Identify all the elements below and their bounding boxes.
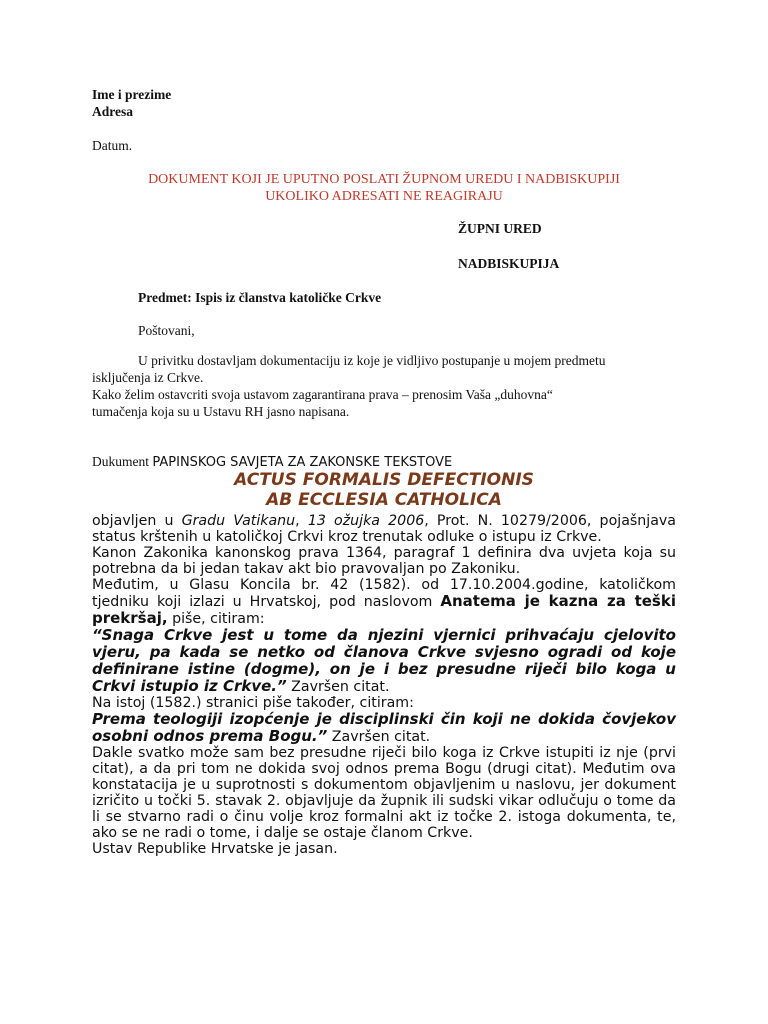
sender-address: Adresa [92,104,134,119]
intro-p1-line1: U privitku dostavljam dokumentaciju iz koje je vidljivo postupanje u mojem predmetu [138,353,606,368]
greeting: Poštovani, [138,323,195,338]
intro-p2-line1: Kako želim ostavcriti svoja ustavom zagarantirana prava – prenosim Vaša „duhovna“ [92,387,553,402]
sender-name: Ime i prezime [92,87,172,102]
subject-line: Predmet: Ispis iz članstva katoličke Crkve [138,290,382,305]
body-text [92,513,676,857]
title-line-2: UKOLIKO ADRESATI NE REAGIRAJU [265,189,503,204]
body-paragraph-4: Na istoj (1582.) stranici piše također, citiram: [92,695,414,711]
body-quote-1 [92,627,676,695]
body-paragraph-3 [92,577,676,627]
body-paragraph-2: Kanon Zakonika kanonskog prava 1364, paragraf 1 definira dva uvjeta koja su potrebna da bi jedan takav akt bio pravovaljan po Zakoniku. [92,545,676,577]
p3-article-title: Anatema je kazna za teški prekršaj, [92,592,676,627]
title-line-1: DOKUMENT KOJI JE UPUTNO POSLATI ŽUPNOM UREDU I NADBISKUPIJI [148,172,620,187]
p1-city: Gradu Vatikanu [181,513,296,529]
quote-2-text: Prema teologiji izopćenje je disciplinski čin koji ne dokida čovjekov osobni odnos prema Bogu.” [92,710,676,745]
date-line: Datum. [92,138,133,153]
quote-1-text: “Snaga Crkve jest u tome da njezini vjernici prihvaćaju cjelovito vjeru, pa kada se netko od članova Crkve svjesno ogradi od koje definirane istine (dogme), on je i bez presudne riječi bilo koga u Crkvi istupio iz Crkve.” [92,626,676,695]
body-paragraph-1 [92,513,676,545]
document-title [80,171,688,205]
intro-p2-line2: tumačenja koja su u Ustavu RH jasno napisana. [92,404,350,419]
body-quote-2 [92,711,676,745]
document-reference [92,453,452,471]
recipient-archdiocese: NADBISKUPIJA [458,256,560,271]
latin-title-line-2: AB ECCLESIA CATHOLICA [266,490,502,510]
recipient-parish: ŽUPNI URED [458,221,542,236]
body-paragraph-6: Ustav Republike Hrvatske je jasan. [92,841,338,857]
p1-text-a: objavljen u [92,513,182,529]
p1-text-e: , Prot. N. 10279/2006, pojašnjava status krštenih u katoličkoj Crkvi kroz trenutak odluke o istupu iz Crkve. [92,513,676,545]
intro-p1-line2: isključenja iz Crkve. [92,370,204,385]
p3-text-a: Međutim, u Glasu Koncila br. 42 (1582). od 17.10.2004.godine, katoličkom tjedniku koji izlazi u Hrvatskoj, pod naslovom [92,577,676,610]
document-reference-caps: PAPINSKOG SAVJETA ZA ZAKONSKE TEKSTOVE [152,455,453,470]
quote-1-end: Završen citat. [286,679,390,695]
latin-title-line-1: ACTUS FORMALIS DEFECTIONIS [234,470,534,490]
p1-comma: , [295,513,308,529]
document-reference-prefix: Dukument [92,454,153,469]
quote-2-end: Završen citat. [327,729,431,745]
p1-date: 13 ožujka 2006 [307,513,425,529]
body-paragraph-5: Dakle svatko može sam bez presudne riječi bilo koga iz Crkve istupiti iz nje (prvi citat), a da pri tom ne dokida svoj odnos prema Bogu (drugi citat). Međutim ova konstatacija je u suprotnosti s dokumentom objavljenim u naslovu, jer dokument izričito u točki 5. stavak 2. objavljuje da župnik ili sudski vikar odlučuju o tome da li se stvarno radi o činu volje kroz formalni akt iz točke 2. istoga dokumenta, te, ako se ne radi o tome, i dalje se ostaje članom Crkve. [92,745,676,841]
latin-title [80,470,688,510]
p3-text-c: piše, citiram: [167,611,265,627]
